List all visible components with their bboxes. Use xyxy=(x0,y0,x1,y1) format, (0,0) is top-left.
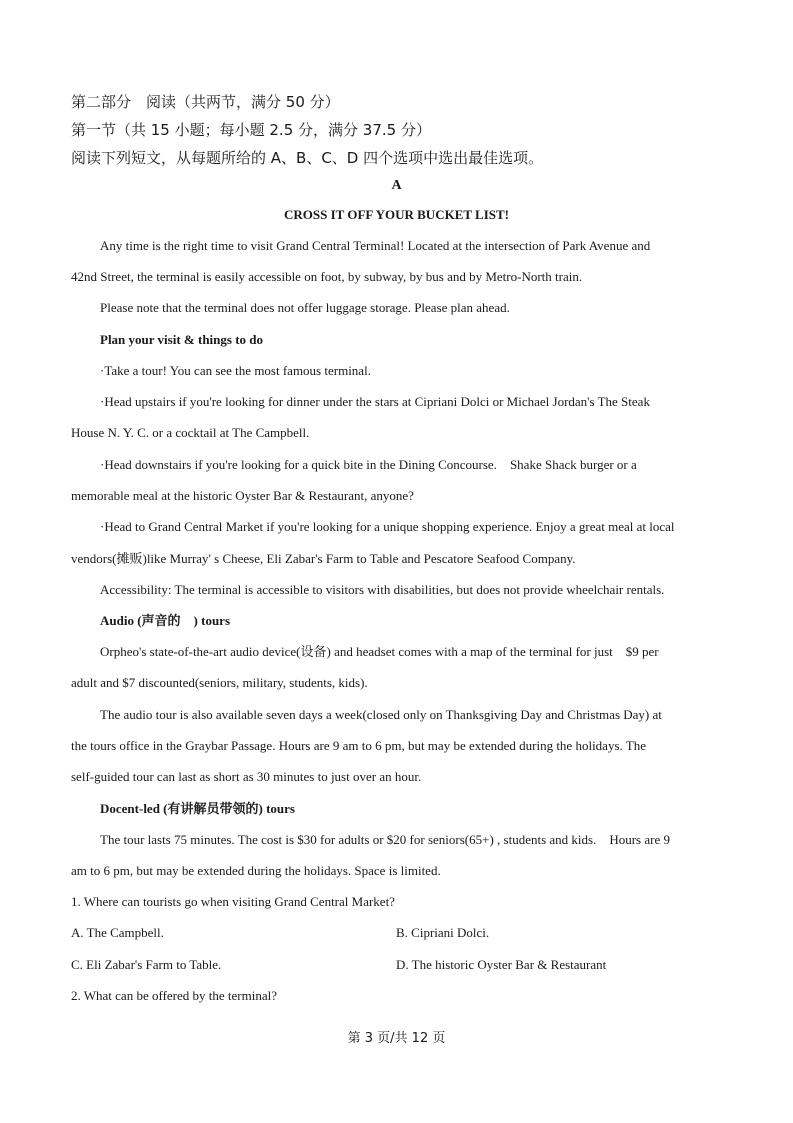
audio-paragraph-line: adult and $7 discounted(seniors, military, students, kids). xyxy=(71,675,368,690)
header-section: 第一节（共 15 小题；每小题 2.5 分，满分 37.5 分） xyxy=(71,121,431,139)
question-1-option-c: C. Eli Zabar's Farm to Table. xyxy=(71,957,222,972)
bullet-market-cont: vendors(摊贩)like Murray' s Cheese, Eli Zabar's Farm to Table and Pescatore Seafood Company. xyxy=(71,551,576,566)
plan-heading: Plan your visit & things to do xyxy=(100,332,264,347)
question-1-option-a: A. The Campbell. xyxy=(71,925,164,940)
audio-heading: Audio (声音的 ) tours xyxy=(100,613,231,628)
passage-title: CROSS IT OFF YOUR BUCKET LIST! xyxy=(283,207,510,222)
header-instruction: 阅读下列短文，从每题所给的 A、B、C、D 四个选项中选出最佳选项。 xyxy=(71,149,544,167)
docent-paragraph-line: The tour lasts 75 minutes. The cost is $30 for adults or $20 for seniors(65+) , students and kids. Hours are 9 xyxy=(100,832,670,847)
question-2: 2. What can be offered by the terminal? xyxy=(71,988,277,1003)
luggage-note: Please note that the terminal does not offer luggage storage. Please plan ahead. xyxy=(100,300,510,315)
accessibility-note: Accessibility: The terminal is accessible to visitors with disabilities, but does not provide wheelchair rentals. xyxy=(100,582,665,597)
intro-paragraph-line: Any time is the right time to visit Grand Central Terminal! Located at the intersection of Park Avenue and xyxy=(100,238,651,253)
audio-paragraph-line: Orpheo's state-of-the-art audio device(设备) and headset comes with a map of the terminal for just $9 per xyxy=(100,644,659,659)
bullet-downstairs-cont: memorable meal at the historic Oyster Bar & Restaurant, anyone? xyxy=(71,488,414,503)
bullet-upstairs-cont: House N. Y. C. or a cocktail at The Campbell. xyxy=(71,425,310,440)
audio-paragraph-line: the tours office in the Graybar Passage. Hours are 9 am to 6 pm, but may be extended during the holidays. The xyxy=(71,738,646,753)
bullet-upstairs: ·Head upstairs if you're looking for dinner under the stars at Cipriani Dolci or Michael Jordan's The Steak xyxy=(100,394,650,409)
docent-paragraph-line: am to 6 pm, but may be extended during the holidays. Space is limited. xyxy=(71,863,441,878)
question-1-option-b: B. Cipriani Dolci. xyxy=(396,925,490,940)
header-part: 第二部分 阅读（共两节，满分 50 分） xyxy=(71,93,340,111)
docent-heading: Docent-led (有讲解员带领的) tours xyxy=(100,801,295,816)
audio-paragraph-line: self-guided tour can last as short as 30 minutes to just over an hour. xyxy=(71,769,422,784)
question-1: 1. Where can tourists go when visiting Grand Central Market? xyxy=(71,894,395,909)
intro-paragraph-line: 42nd Street, the terminal is easily accessible on foot, by subway, by bus and by Metro-North train. xyxy=(71,269,583,284)
bullet-tour: ·Take a tour! You can see the most famous terminal. xyxy=(100,363,371,378)
bullet-downstairs: ·Head downstairs if you're looking for a quick bite in the Dining Concourse. Shake Shack burger or a xyxy=(100,457,637,472)
passage-letter: A xyxy=(391,178,402,193)
bullet-market: ·Head to Grand Central Market if you're looking for a unique shopping experience. Enjoy a great meal at local xyxy=(100,519,675,534)
audio-paragraph-line: The audio tour is also available seven days a week(closed only on Thanksgiving Day and Christmas Day) at xyxy=(100,707,662,722)
page-footer: 第 3 页/共 12 页 xyxy=(347,1031,446,1046)
question-1-option-d: D. The historic Oyster Bar & Restaurant xyxy=(396,957,607,972)
